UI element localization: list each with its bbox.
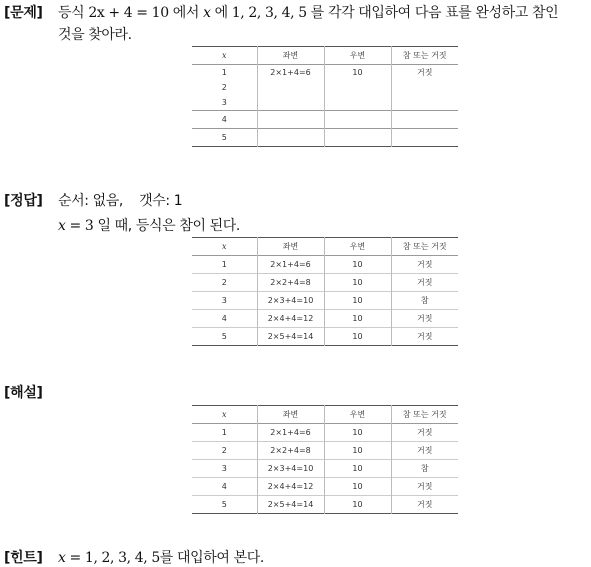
cell-right: 10: [324, 292, 391, 310]
cell-left: 2×5+4=14: [257, 496, 324, 514]
cell-result: 거짓: [391, 478, 458, 496]
cell-result: 거짓: [391, 442, 458, 460]
problem-equation: 2x + 4 = 10: [88, 5, 169, 21]
cell-x: 1: [221, 68, 227, 77]
cell-left: 2×2+4=8: [257, 274, 324, 292]
cell-right: [324, 80, 391, 95]
header-right-side: 우변: [324, 406, 391, 424]
cell-x: 4: [221, 314, 227, 323]
cell-right: 10: [324, 496, 391, 514]
cell-result: 거짓: [391, 328, 458, 346]
answer-tag: [정답]: [4, 193, 43, 209]
problem-text-c: 에: [210, 5, 232, 21]
header-right-side: 우변: [324, 47, 391, 65]
problem-tag: [문제]: [4, 5, 43, 21]
table-row: [192, 256, 458, 274]
cell-left: [257, 95, 324, 111]
table-row: [192, 111, 458, 129]
table-row: [192, 424, 458, 442]
hint-variable: x: [58, 550, 66, 566]
cell-result: [391, 129, 458, 147]
problem-text-d: 를 각각 대입하여 다음 표를 완성하고 참인: [306, 5, 559, 21]
answer-table: [192, 237, 458, 346]
cell-left: 2×1+4=6: [257, 256, 324, 274]
cell-x: 5: [221, 133, 227, 142]
table-row: [192, 460, 458, 478]
header-true-false: 참 또는 거짓: [391, 406, 458, 424]
table-row: [192, 328, 458, 346]
header-left-side: 좌변: [257, 47, 324, 65]
cell-result: 참: [391, 292, 458, 310]
header-true-false: 참 또는 거짓: [391, 238, 458, 256]
cell-result: 거짓: [391, 256, 458, 274]
cell-right: 10: [324, 442, 391, 460]
hint-text-rest: 를 대입하여 본다.: [159, 550, 264, 566]
table-row: [192, 478, 458, 496]
cell-left: 2×1+4=6: [257, 424, 324, 442]
table-row: [192, 496, 458, 514]
cell-result: [391, 80, 458, 95]
cell-x: 2: [221, 83, 227, 92]
cell-left: [257, 129, 324, 147]
header-x: x: [221, 51, 227, 60]
cell-x: 1: [221, 428, 227, 437]
cell-right: 10: [324, 328, 391, 346]
cell-right: 10: [324, 274, 391, 292]
cell-result: 거짓: [391, 424, 458, 442]
cell-left: 2×3+4=10: [257, 460, 324, 478]
hint-tag: [힌트]: [4, 550, 43, 566]
cell-left: [257, 80, 324, 95]
table-header-row: [192, 406, 458, 424]
problem-variable: x: [203, 5, 211, 21]
table-row: [192, 274, 458, 292]
header-x: x: [221, 242, 227, 251]
problem-text-line2: 것을 찾아라.: [58, 27, 132, 43]
table-row: [192, 310, 458, 328]
cell-right: 10: [324, 478, 391, 496]
cell-result: 참: [391, 460, 458, 478]
cell-x: 5: [221, 500, 227, 509]
cell-right: 10: [324, 460, 391, 478]
cell-x: 4: [221, 482, 227, 491]
table-header-row: [192, 47, 458, 65]
answer-variable: x: [58, 218, 66, 234]
cell-x: 3: [221, 98, 227, 107]
cell-left: 2×4+4=12: [257, 310, 324, 328]
cell-x: 2: [221, 446, 227, 455]
header-x: x: [221, 410, 227, 419]
header-right-side: 우변: [324, 238, 391, 256]
cell-result: 거짓: [391, 65, 458, 81]
header-left-side: 좌변: [257, 406, 324, 424]
cell-right: [324, 111, 391, 129]
explanation-table: [192, 405, 458, 514]
cell-right: [324, 95, 391, 111]
table-row: [192, 95, 458, 111]
table-row: [192, 129, 458, 147]
cell-left: 2×3+4=10: [257, 292, 324, 310]
cell-right: [324, 129, 391, 147]
table-row: [192, 292, 458, 310]
problem-table: [192, 46, 458, 147]
cell-x: 2: [221, 278, 227, 287]
cell-x: 3: [221, 296, 227, 305]
table-row: [192, 65, 458, 81]
cell-left: [257, 111, 324, 129]
table-row: [192, 442, 458, 460]
answer-text-line2: [58, 215, 240, 235]
cell-result: 거짓: [391, 496, 458, 514]
cell-left: 2×1+4=6: [257, 65, 324, 81]
cell-right: 10: [324, 424, 391, 442]
header-true-false: 참 또는 거짓: [391, 47, 458, 65]
table-row: [192, 80, 458, 95]
cell-right: 10: [324, 65, 391, 81]
problem-text-b: 에서: [168, 5, 204, 21]
hint-equation: = 1, 2, 3, 4, 5: [65, 550, 160, 566]
cell-result: [391, 111, 458, 129]
cell-x: 4: [221, 115, 227, 124]
answer-text-line1: 순서: 없음, 갯수: 1: [58, 193, 183, 209]
cell-x: 1: [221, 260, 227, 269]
cell-result: 거짓: [391, 274, 458, 292]
cell-left: 2×4+4=12: [257, 478, 324, 496]
explanation-tag: [해설]: [4, 385, 43, 401]
problem-text-a: 등식: [58, 5, 89, 21]
table-header-row: [192, 238, 458, 256]
answer-text-rest: 일 때, 등식은 참이 된다.: [93, 218, 240, 234]
answer-equation: = 3: [65, 218, 94, 234]
cell-left: 2×2+4=8: [257, 442, 324, 460]
cell-result: 거짓: [391, 310, 458, 328]
cell-right: 10: [324, 256, 391, 274]
problem-text-line1: [58, 2, 558, 22]
cell-result: [391, 95, 458, 111]
problem-values: 1, 2, 3, 4, 5: [231, 5, 307, 21]
cell-right: 10: [324, 310, 391, 328]
header-left-side: 좌변: [257, 238, 324, 256]
cell-left: 2×5+4=14: [257, 328, 324, 346]
cell-x: 3: [221, 464, 227, 473]
hint-text: [58, 547, 264, 567]
cell-x: 5: [221, 332, 227, 341]
